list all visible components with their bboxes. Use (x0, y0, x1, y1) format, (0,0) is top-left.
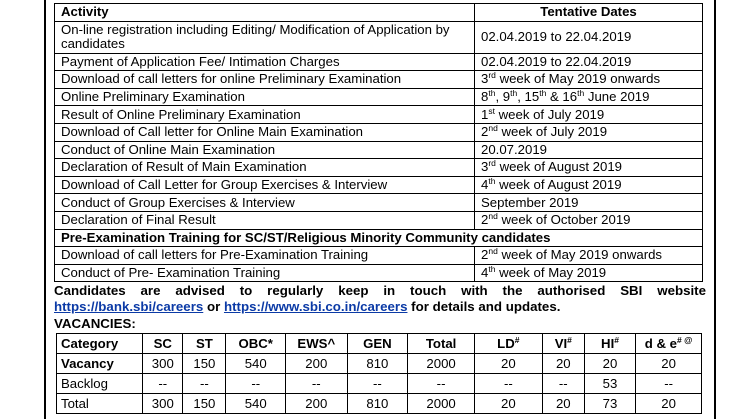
vacancies-header-ld: LD# (474, 334, 542, 354)
notice-line-1: Candidates are advised to regularly keep in touch with the authorised SBI website (54, 283, 706, 298)
vacancies-cell: 20 (474, 354, 542, 374)
schedule-date: 3rd week of May 2019 onwards (475, 71, 703, 89)
vacancies-cell: -- (408, 374, 475, 394)
vacancies-cell: -- (286, 374, 348, 394)
vacancies-cell: 200 (286, 354, 348, 374)
vacancies-header-ews: EWS^ (286, 334, 348, 354)
training-section-header (55, 229, 703, 247)
schedule-activity: Conduct of Group Exercises & Interview (55, 194, 475, 212)
careers-link-sbi-co-in[interactable]: https://www.sbi.co.in/careers (223, 298, 408, 314)
vacancies-title: VACANCIES: (54, 316, 136, 331)
schedule-row (55, 88, 703, 106)
schedule-row (55, 211, 703, 229)
training-activity: Download of call letters for Pre-Examination Training (55, 247, 475, 265)
schedule-row (55, 194, 703, 212)
website-notice (54, 283, 706, 314)
vacancies-header-row (57, 334, 702, 354)
schedule-row (55, 141, 703, 159)
schedule-activity: Declaration of Result of Main Examination (55, 159, 475, 177)
schedule-row (55, 106, 703, 124)
training-section-title: Pre-Examination Training for SC/ST/Religious Minority Community candidates (55, 229, 703, 247)
vacancies-header-st: ST (183, 334, 226, 354)
vacancies-cell: 20 (636, 354, 702, 374)
vacancies-cell: -- (347, 374, 408, 394)
page-border-left (44, 0, 46, 419)
vacancies-row-backlog (57, 374, 702, 394)
training-row (55, 264, 703, 282)
schedule-activity: On-line registration including Editing/ Modification of Application by candidates (55, 21, 475, 53)
vacancies-table (56, 333, 702, 414)
vacancies-cell: -- (143, 374, 183, 394)
vacancies-cell: 20 (636, 394, 702, 414)
schedule-date: 8th, 9th, 15th & 16th June 2019 (475, 88, 703, 106)
vacancies-header-gen: GEN (347, 334, 408, 354)
schedule-header-row (55, 4, 703, 22)
vacancies-cell: 53 (584, 374, 635, 394)
vacancies-header-vi: VI# (542, 334, 584, 354)
vacancies-header-category: Category (57, 334, 143, 354)
schedule-date: 2nd week of October 2019 (475, 211, 703, 229)
schedule-date: 2nd week of July 2019 (475, 123, 703, 141)
careers-link-bank-sbi[interactable]: https://bank.sbi/careers (54, 298, 204, 314)
schedule-row (55, 176, 703, 194)
notice-or: or (203, 298, 224, 314)
vacancies-cell: 2000 (408, 394, 475, 414)
training-row (55, 247, 703, 265)
training-activity: Conduct of Pre- Examination Training (55, 264, 475, 282)
vacancies-cell: -- (226, 374, 286, 394)
vacancies-row-label: Backlog (57, 374, 143, 394)
vacancies-row-label: Vacancy (57, 354, 143, 374)
schedule-activity: Declaration of Final Result (55, 211, 475, 229)
schedule-activity: Conduct of Online Main Examination (55, 141, 475, 159)
schedule-row (55, 21, 703, 53)
vacancies-cell: 20 (474, 394, 542, 414)
vacancies-row-vacancy (57, 354, 702, 374)
schedule-activity: Payment of Application Fee/ Intimation Charges (55, 53, 475, 71)
vacancies-header-hi: HI# (584, 334, 635, 354)
vacancies-header-obc: OBC* (226, 334, 286, 354)
schedule-activity: Download of Call Letter for Group Exercises & Interview (55, 176, 475, 194)
vacancies-cell: -- (474, 374, 542, 394)
vacancies-cell: -- (542, 374, 584, 394)
schedule-date: 1st week of July 2019 (475, 106, 703, 124)
vacancies-cell: 810 (347, 394, 408, 414)
training-date: 2nd week of May 2019 onwards (475, 247, 703, 265)
vacancies-cell: 20 (584, 354, 635, 374)
schedule-header-activity: Activity (55, 4, 475, 22)
vacancies-cell: -- (636, 374, 702, 394)
vacancies-header-sc: SC (143, 334, 183, 354)
schedule-date: 02.04.2019 to 22.04.2019 (475, 53, 703, 71)
schedule-date: 4th week of August 2019 (475, 176, 703, 194)
vacancies-cell: 300 (143, 394, 183, 414)
vacancies-cell: 540 (226, 394, 286, 414)
training-date: 4th week of May 2019 (475, 264, 703, 282)
vacancies-cell: 20 (542, 394, 584, 414)
schedule-row (55, 53, 703, 71)
schedule-date: 20.07.2019 (475, 141, 703, 159)
vacancies-cell: 300 (143, 354, 183, 374)
notice-tail: for details and updates. (407, 298, 561, 314)
schedule-activity: Download of call letters for online Preliminary Examination (55, 71, 475, 89)
vacancies-cell: -- (183, 374, 226, 394)
vacancies-cell: 20 (542, 354, 584, 374)
schedule-activity: Online Preliminary Examination (55, 88, 475, 106)
vacancies-row-label: Total (57, 394, 143, 414)
vacancies-cell: 810 (347, 354, 408, 374)
vacancies-cell: 150 (183, 354, 226, 374)
schedule-row (55, 159, 703, 177)
schedule-row (55, 71, 703, 89)
vacancies-cell: 540 (226, 354, 286, 374)
schedule-table (54, 3, 703, 282)
notice-line-2 (54, 299, 706, 315)
vacancies-cell: 2000 (408, 354, 475, 374)
schedule-row (55, 123, 703, 141)
schedule-date: 02.04.2019 to 22.04.2019 (475, 21, 703, 53)
vacancies-cell: 150 (183, 394, 226, 414)
vacancies-cell: 200 (286, 394, 348, 414)
schedule-activity: Result of Online Preliminary Examination (55, 106, 475, 124)
vacancies-row-total (57, 394, 702, 414)
page-border-right (714, 0, 716, 419)
schedule-date: 3rd week of August 2019 (475, 159, 703, 177)
schedule-header-dates: Tentative Dates (475, 4, 703, 22)
vacancies-cell: 73 (584, 394, 635, 414)
schedule-date: September 2019 (475, 194, 703, 212)
vacancies-header-total: Total (408, 334, 475, 354)
vacancies-header-d-and-e: d & e# @ (636, 334, 702, 354)
schedule-activity: Download of Call letter for Online Main Examination (55, 123, 475, 141)
